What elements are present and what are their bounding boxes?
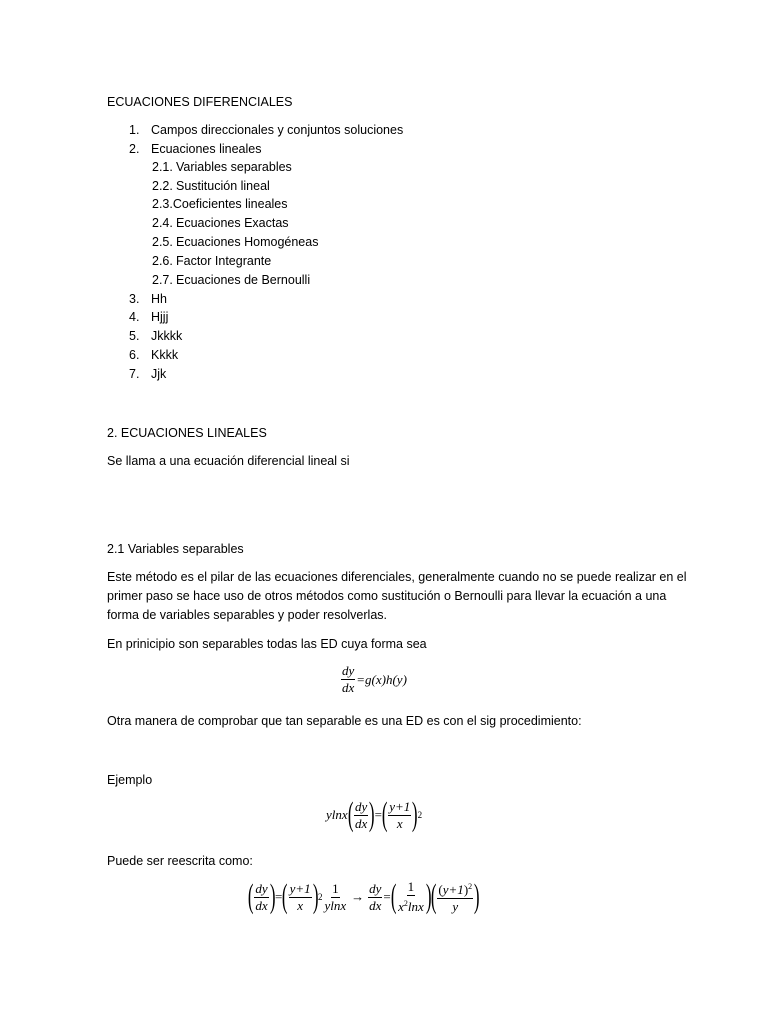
equation-rewritten: ( $\frac{dy}{dx}$ ) = ( $\frac{y+1}{x}$ ) 2 $\frac{1}{ylnx}$ → $\frac{dy}{dx}$ = ( $\frac{1}{x^2\ln x}$ ) ( $\frac{(y+1)^2}{y}$ ) [247, 878, 480, 915]
section-2-heading: 2. ECUACIONES LINEALES [107, 426, 267, 440]
toc-item-2-2: 2.2. Sustitución lineal [152, 179, 270, 193]
equation-separable-form: $\frac{dy}{dx}$ =g(x)h(y) [342, 663, 407, 695]
document-title: ECUACIONES DIFERENCIALES [107, 95, 293, 109]
equation-example: ylnx ( $\frac{dy}{dx}$ ) = ( $\frac{y+1}{x}$ ) 2 [326, 796, 423, 833]
toc-item-2-3: 2.3.Coeficientes lineales [152, 197, 288, 211]
toc-item-2-7: 2.7. Ecuaciones de Bernoulli [152, 273, 311, 287]
section-2-1-paragraph-1: Este método es el pilar de las ecuaciones diferenciales, generalmente cuando no se puede realizar en el primer paso se hace uso de otros métodos como sustitución o Bernoulli para llevar la ecuación a una forma de variables separables y poder resolverlas. [107, 570, 687, 622]
toc-item-3: 3. Hh [129, 292, 167, 306]
toc-item-5: 5. Jkkkk [129, 329, 183, 343]
toc-item-2-6: 2.6. Factor Integrante [152, 254, 272, 268]
toc-item-2-1: 2.1. Variables separables [152, 160, 292, 174]
toc-item-6: 6. Kkkk [129, 348, 179, 362]
toc-item-7: 7. Jjk [129, 367, 167, 381]
toc-item-4: 4. Hjjj [129, 310, 169, 324]
section-2-1-heading: 2.1 Variables separables [107, 542, 244, 556]
section-2-1-paragraph-3: Otra manera de comprobar que tan separable es una ED es con el sig procedimiento: [107, 714, 582, 728]
toc-item-2: 2. Ecuaciones lineales [129, 142, 262, 156]
rewrite-label: Puede ser reescrita como: [107, 854, 253, 868]
section-2-1-paragraph-2: En prinicipio son separables todas las ED cuya forma sea [107, 637, 427, 651]
toc-item-2-4: 2.4. Ecuaciones Exactas [152, 216, 289, 230]
example-label: Ejemplo [107, 773, 153, 787]
section-2-text: Se llama a una ecuación diferencial lineal si [107, 454, 350, 468]
toc-item-2-5: 2.5. Ecuaciones Homogéneas [152, 235, 319, 249]
toc-item-1: 1. Campos direccionales y conjuntos soluciones [129, 123, 404, 137]
